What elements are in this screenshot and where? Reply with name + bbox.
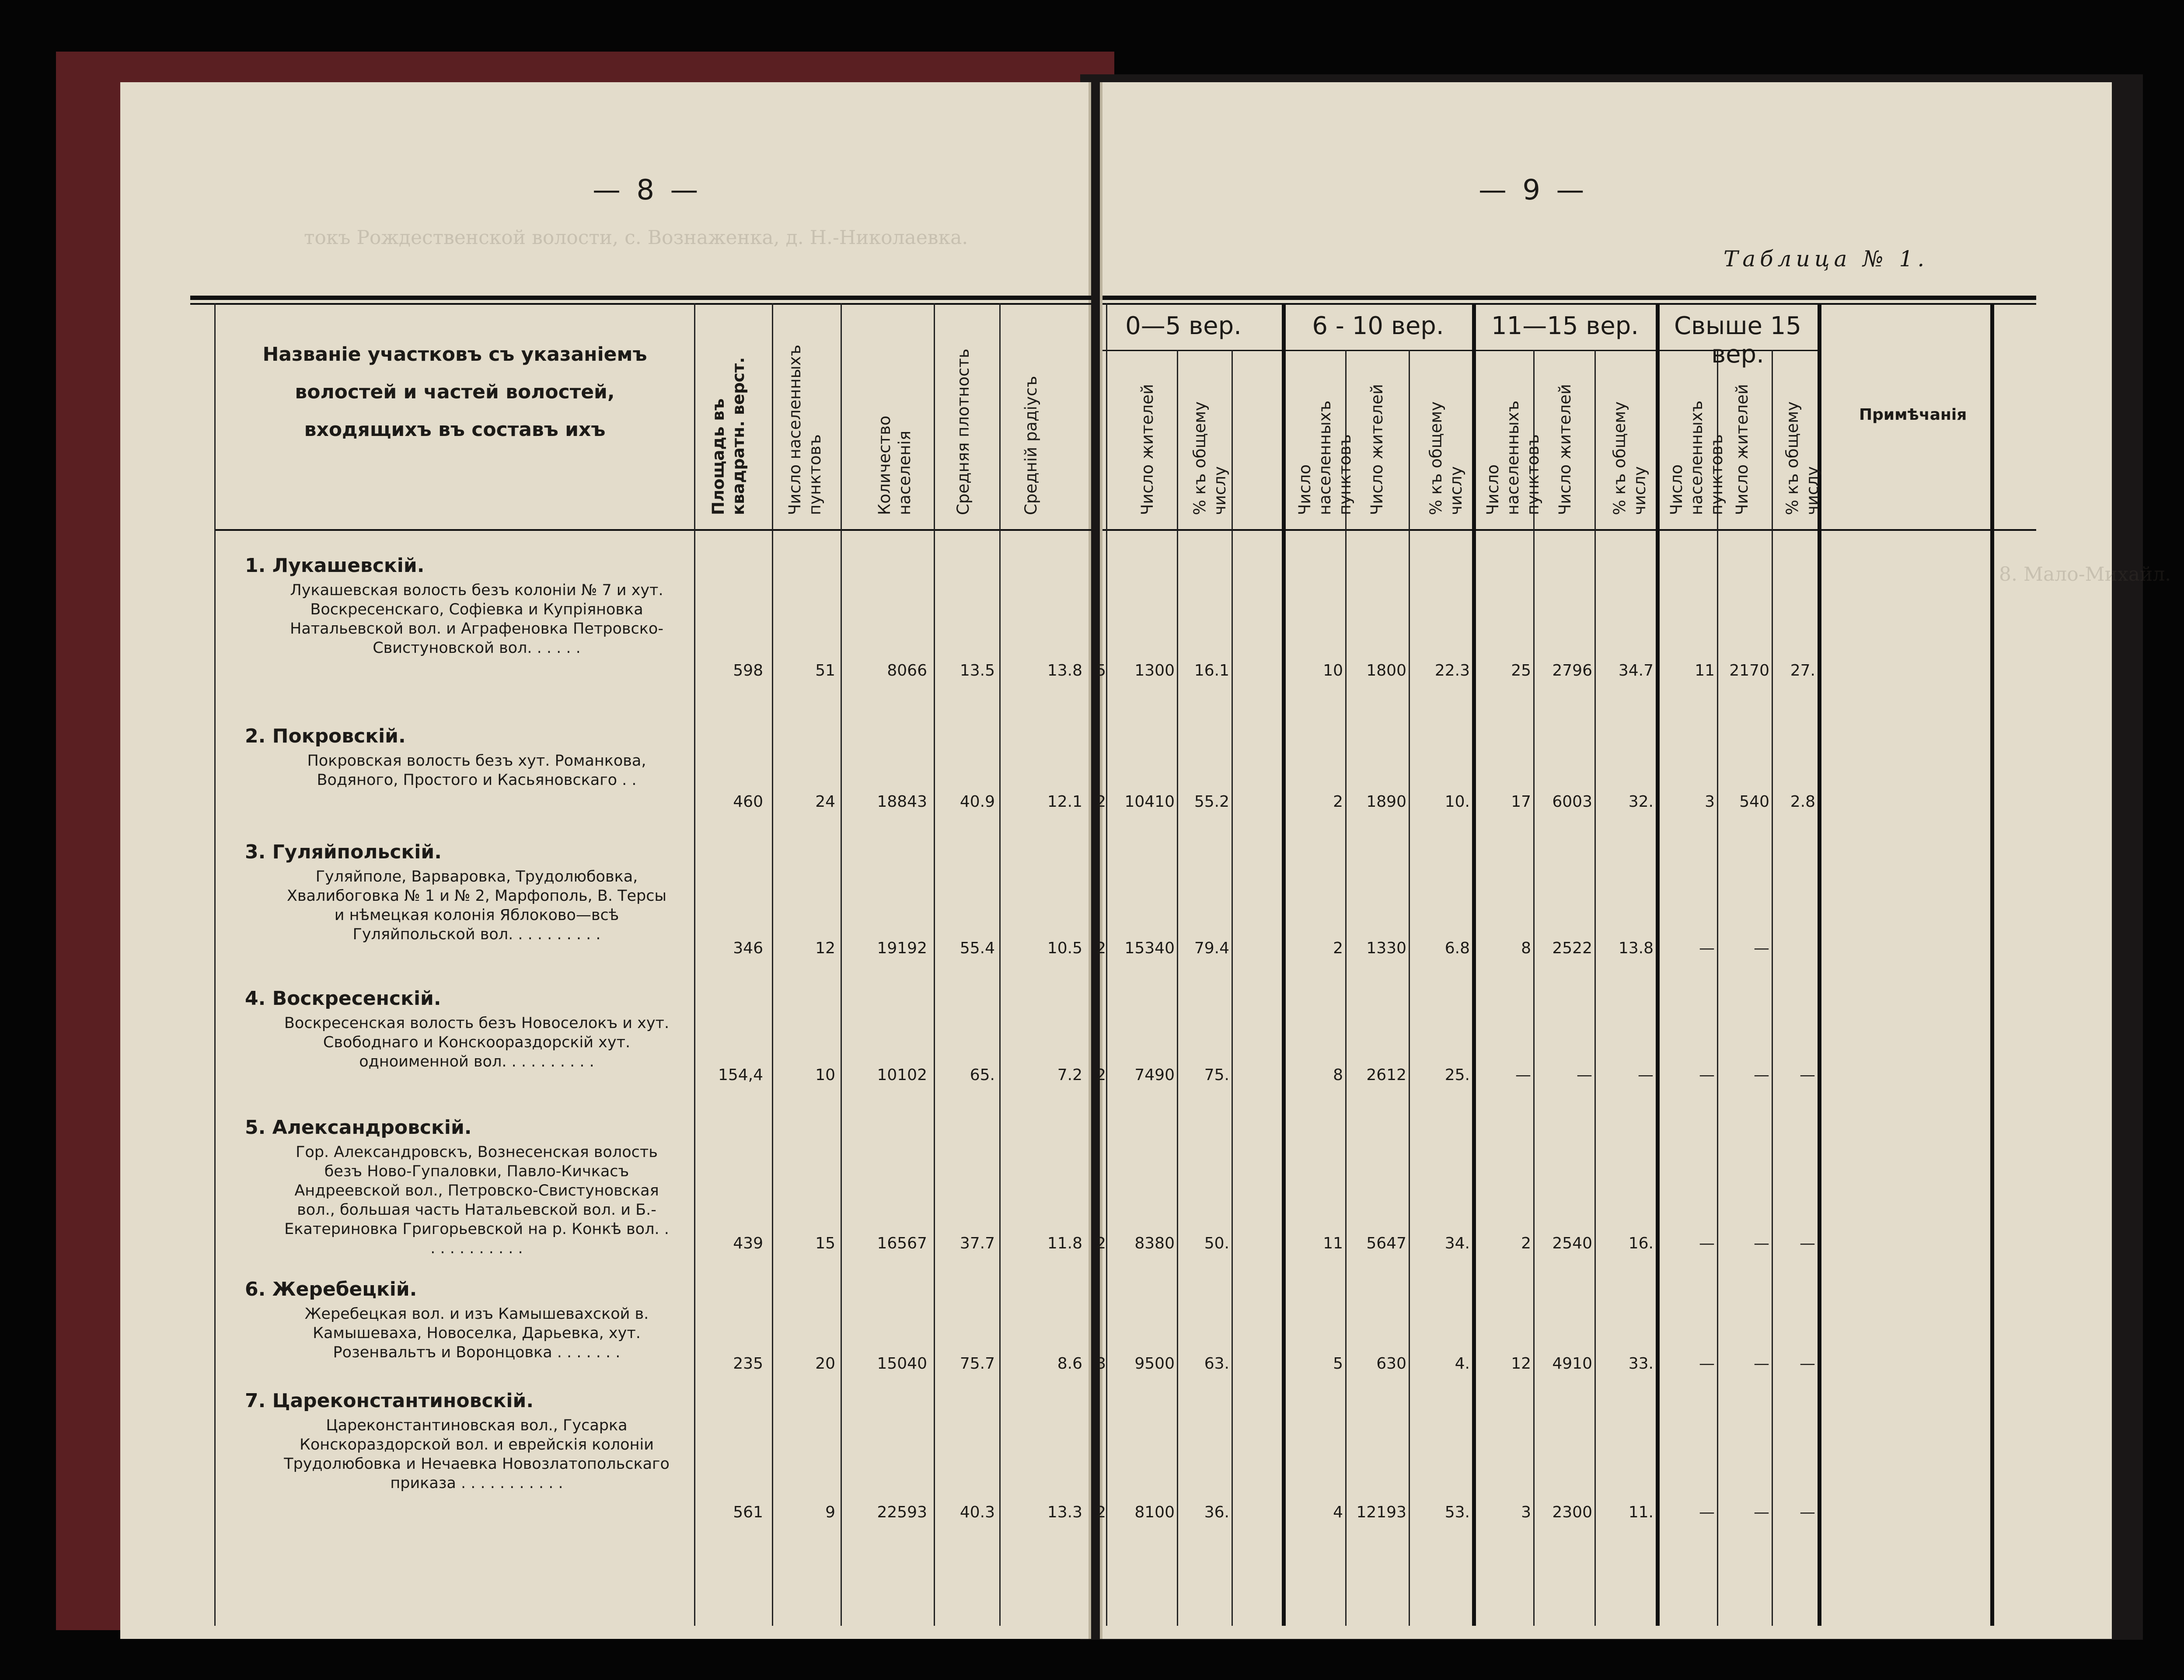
header-rule-top [190,296,1091,300]
group-header-6-10: 6 - 10 вер. [1312,312,1444,340]
sub-header-residents: Число жителей [1733,384,1751,515]
col-divider [999,303,1001,1626]
cell: 630 [1376,1355,1406,1373]
cell: — [1699,939,1715,957]
cell: 25 [1511,662,1531,680]
cell: 3 [1096,1355,1106,1373]
cell-radius: 11.8 [1047,1234,1082,1252]
col-divider [1594,350,1596,1626]
cell: 3 [1705,793,1715,811]
cell: 5647 [1366,1234,1406,1252]
col-divider [934,303,935,1626]
bleed-through-text: токъ Рождественской волости, с. Вознаженка, д. Н.-Николаевка. [304,227,968,249]
table-title: Таблица № 1. [1723,246,1929,272]
cell: — [1800,1234,1815,1252]
cell: 22.3 [1434,662,1470,680]
row-description: Гор. Александровскъ, Вознесенская волость безъ Ново-Гупаловки, Павло-Кичкасъ Андреевской вол., Петровско-Свистуновская вол., большая часть Натальевской вол. и Б.-Екатериновка Григорьевской на р. Конкѣ вол. . . . . . . . . . . . [284,1143,669,1257]
cell-density: 75.7 [959,1355,995,1373]
cell: 36. [1204,1503,1229,1521]
cell-settlements: 24 [815,793,835,811]
cell: 1800 [1366,662,1406,680]
col-divider [1177,350,1178,1626]
cell: — [1699,1355,1715,1373]
cell: — [1800,1503,1815,1521]
row-description: Покровская волость безъ хут. Романкова, Водяного, Простого и Касьяновскаго . . [307,752,646,789]
table-row [1096,1355,1820,1381]
cell-area: 439 [733,1234,763,1252]
table-row [1096,793,1820,819]
col-divider [841,303,842,1626]
table-row [1096,1503,1820,1530]
sub-header-residents: Число жителей [1138,384,1157,515]
header-settlements: Число населенныхъ пунктовъ [785,345,824,515]
cell: — [1754,1503,1769,1521]
cell: 2612 [1366,1066,1406,1084]
cell-area: 460 [733,793,763,811]
header-name-column: Названіе участковъ съ указаніемъ волостей и частей волостей, входящихъ въ составъ ихъ [262,343,647,441]
right-page [1096,82,2171,1639]
bleed-through-text: 8. Мало-Михайл. [1999,563,2171,586]
cell-settlements: 9 [825,1503,835,1521]
row-title: 3. Гуляйпольскій. [245,841,442,863]
cell: 2 [1333,939,1343,957]
cell: 8380 [1134,1234,1175,1252]
group-header-0-5: 0—5 вер. [1125,312,1242,340]
notes-divider [1990,303,1994,1626]
cell: 2540 [1552,1234,1592,1252]
cell-radius: 13.3 [1047,1503,1082,1521]
cell-settlements: 10 [815,1066,835,1084]
table-border-left [214,303,216,1626]
cell: — [1515,1066,1531,1084]
cell: 4910 [1552,1355,1592,1373]
sub-header-settlements: Число населенныхъ пунктовъ [1483,400,1542,515]
header-rule-top-thin [190,303,1091,305]
cell-population: 15040 [877,1355,927,1373]
header-radius: Средній радіусъ [1022,376,1040,515]
sub-header-percent: % къ общему числу [1783,401,1822,515]
table-row [1096,662,1820,688]
cell: — [1699,1503,1715,1521]
sub-header-residents: Число жителей [1368,384,1386,515]
cell-area: 561 [733,1503,763,1521]
cell: 34. [1444,1234,1470,1252]
col-divider [694,303,695,1626]
cell: 75. [1204,1066,1229,1084]
header-rule-bottom [1102,529,2036,531]
cell-density: 37.7 [959,1234,995,1252]
cell-radius: 13.8 [1047,662,1082,680]
header-rule-top [1102,296,2036,300]
cell-settlements: 51 [815,662,835,680]
row-description: Гуляйполе, Варваровка, Трудолюбовка, Хвалибоговка № 1 и № 2, Марфополь, В. Терсы и нѣмецкая колонія Яблоково—всѣ Гуляйпольской вол. . . . . . . . . . [286,868,667,943]
cell: 4 [1333,1503,1343,1521]
col-divider [1533,350,1535,1626]
cell: 79.4 [1194,939,1229,957]
cell: 540 [1739,793,1769,811]
col-divider [1232,350,1233,1626]
col-divider [772,303,773,1626]
header-rule-bottom [214,529,1091,531]
cell: 2300 [1552,1503,1592,1521]
cell: 33. [1628,1355,1654,1373]
row-title: 1. Лукашевскій. [245,554,425,577]
cell: 2 [1096,1234,1106,1252]
left-page [120,82,1091,1639]
cell: 63. [1204,1355,1229,1373]
group-header-11-15: 11—15 вер. [1491,312,1639,340]
cell: 2 [1096,1503,1106,1521]
cell-population: 18843 [877,793,927,811]
cell: — [1699,1066,1715,1084]
header-rule-top-thin [1102,303,2036,305]
cell: 1300 [1134,662,1175,680]
cell: 6003 [1552,793,1592,811]
cell-density: 13.5 [959,662,995,680]
cell: 5 [1096,662,1106,680]
cell: 4. [1455,1355,1470,1373]
cell: 13.8 [1618,939,1654,957]
page-number-right: — 9 — [1479,174,1588,206]
cell-area: 346 [733,939,763,957]
group-header-over-15: Свыше 15 вер. [1674,312,1802,369]
cell: 7490 [1134,1066,1175,1084]
cell: 10. [1444,793,1470,811]
cell: — [1800,1355,1815,1373]
cell: 11 [1695,662,1715,680]
cell: — [1754,1234,1769,1252]
cell-radius: 7.2 [1057,1066,1082,1084]
cell: 25. [1444,1066,1470,1084]
cell: — [1754,1355,1769,1373]
cell-population: 16567 [877,1234,927,1252]
sub-header-percent: % къ общему числу [1427,401,1465,515]
col-divider [1409,350,1410,1626]
cell: 55.2 [1194,793,1229,811]
cell: 2 [1096,1066,1106,1084]
cell-area: 235 [733,1355,763,1373]
row-title: 2. Покровскій. [245,725,406,747]
notes-header: Примѣчанія [1859,406,1967,424]
row-title: 6. Жеребецкій. [245,1278,417,1300]
row-description: Воскресенская волость безъ Новоселокъ и хут. Свободнаго и Конскоораздорскій хут. одноименной вол. . . . . . . . . . [284,1014,670,1070]
cell: 50. [1204,1234,1229,1252]
table-row [1096,1066,1820,1092]
cell: 12 [1511,1355,1531,1373]
cell-radius: 12.1 [1047,793,1082,811]
cell: 3 [1521,1503,1531,1521]
col-divider [1345,350,1347,1626]
cell-population: 8066 [887,662,927,680]
cell-population: 22593 [877,1503,927,1521]
cell: 8 [1333,1066,1343,1084]
row-title: 4. Воскресенскій. [245,987,441,1010]
cell: 16.1 [1194,662,1229,680]
header-density: Средняя плотность [954,349,973,515]
cell: 16. [1628,1234,1654,1252]
cell: 2170 [1729,662,1769,680]
row-title: 7. Цареконстантиновскій. [245,1390,534,1412]
cell: 9500 [1134,1355,1175,1373]
cell: 17 [1511,793,1531,811]
cell: 11. [1628,1503,1654,1521]
cell: — [1699,1234,1715,1252]
cell: — [1800,1066,1815,1084]
cell: 34.7 [1618,662,1654,680]
cell-population: 10102 [877,1066,927,1084]
cell: — [1638,1066,1654,1084]
cell: 32. [1628,793,1654,811]
cell: 2.8 [1790,793,1815,811]
row-title: 5. Александровскій. [245,1116,472,1139]
cell-density: 55.4 [959,939,995,957]
col-divider [1772,350,1773,1626]
header-population: Количество населенія [875,415,914,515]
cell: 12193 [1356,1503,1406,1521]
cell: 15340 [1124,939,1175,957]
table-row [1096,1234,1820,1261]
cell-population: 19192 [877,939,927,957]
cell: 27. [1790,662,1815,680]
cell: 2 [1096,939,1106,957]
cell-settlements: 12 [815,939,835,957]
cell: 2 [1096,793,1106,811]
cell-settlements: 20 [815,1355,835,1373]
cell: 5 [1333,1355,1343,1373]
cell-radius: 8.6 [1057,1355,1082,1373]
header-area: Площадь въ квадратн. верст. [709,357,748,515]
sub-header-settlements: Число населенныхъ пунктовъ [1295,400,1354,515]
cell-area: 154,4 [718,1066,763,1084]
cell: 2 [1333,793,1343,811]
cell-radius: 10.5 [1047,939,1082,957]
cell: 2796 [1552,662,1592,680]
cell-density: 40.9 [959,793,995,811]
cell: 53. [1444,1503,1470,1521]
cell-density: 65. [970,1066,995,1084]
cell-density: 40.3 [959,1503,995,1521]
cell: 1890 [1366,793,1406,811]
cell: 2522 [1552,939,1592,957]
cell: 8 [1521,939,1531,957]
page-number-left: — 8 — [593,174,702,206]
sub-header-residents: Число жителей [1556,384,1574,515]
cell: 10 [1323,662,1343,680]
row-description: Лукашевская волость безъ колоніи № 7 и хут. Воскресенскаго, Софіевка и Купріяновка Натальевской вол. и Аграфеновка Петровско-Свистуновской вол. . . . . . [290,582,663,657]
sub-header-percent: % къ общему числу [1610,401,1649,515]
sub-header-settlements: Число населенныхъ пунктовъ [1667,400,1726,515]
sub-header-percent: % къ общему числу [1190,401,1229,515]
cell: — [1754,939,1769,957]
table-row [1096,939,1820,965]
cell-area: 598 [733,662,763,680]
col-divider [1717,350,1718,1626]
cell: 10410 [1124,793,1175,811]
cell: — [1577,1066,1592,1084]
cell: 2 [1521,1234,1531,1252]
cell: 11 [1323,1234,1343,1252]
cell: 6.8 [1444,939,1470,957]
cell: — [1754,1066,1769,1084]
cell: 1330 [1366,939,1406,957]
row-description: Цареконстантиновская вол., Гусарка Конскораздорской вол. и еврейскія колоніи Трудолюбовка и Нечаевка Новозлатопольскаго приказа . . . . . . . . . . . [284,1417,670,1492]
cell: 8100 [1134,1503,1175,1521]
cell-settlements: 15 [815,1234,835,1252]
row-description: Жеребецкая вол. и изъ Камышевахской в. Камышеваха, Новоселка, Дарьевка, хут. Розенвальтъ и Воронцовка . . . . . . . [304,1305,649,1361]
